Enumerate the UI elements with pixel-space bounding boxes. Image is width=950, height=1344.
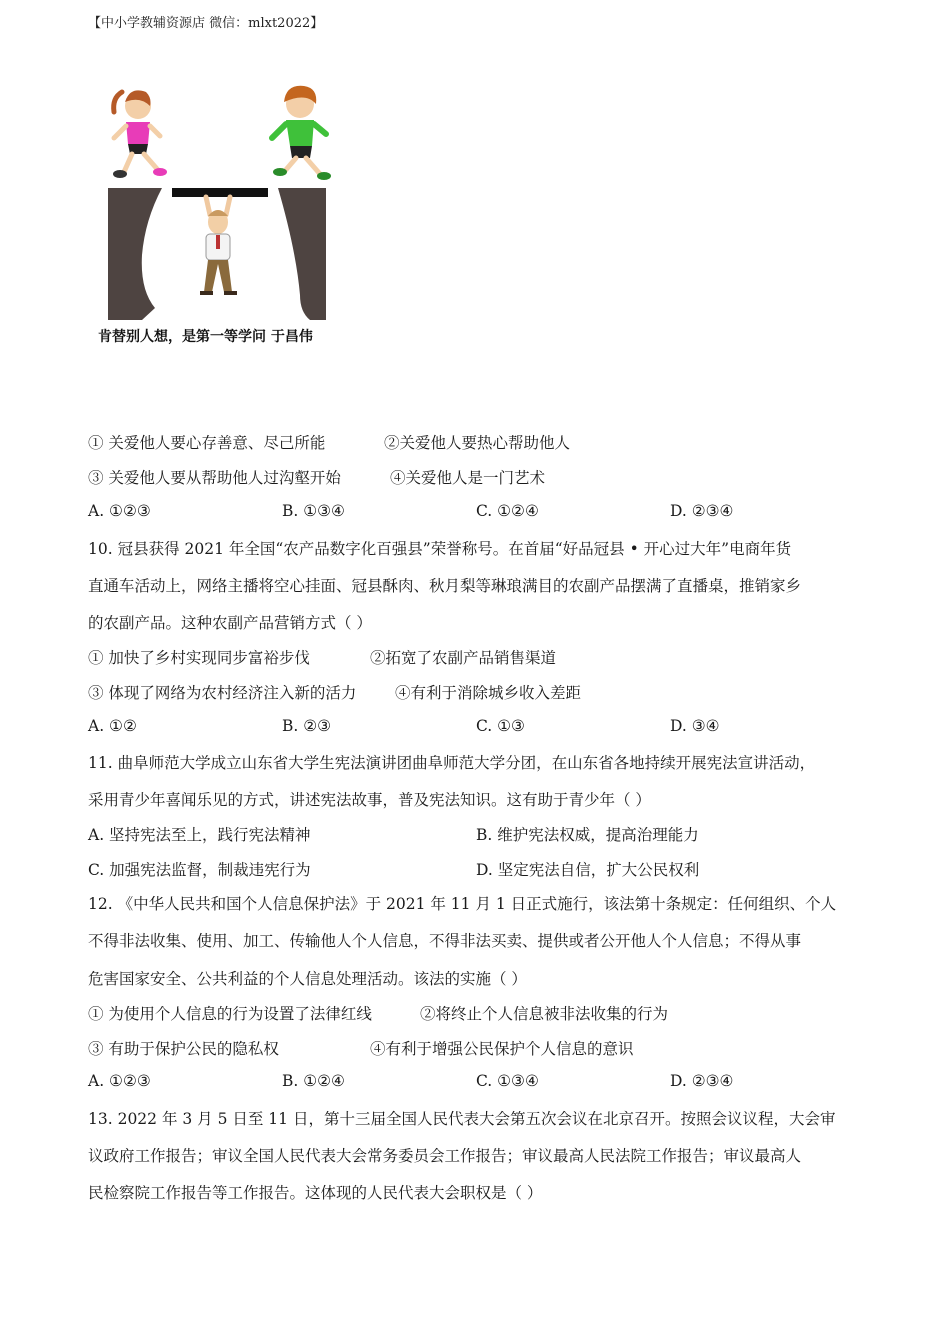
q12-statement-1: ① 为使用个人信息的行为设置了法律红线 <box>88 1005 372 1023</box>
q12-option-b[interactable]: B. ①②④ <box>282 1072 345 1090</box>
q10-statement-4: ④有利于消除城乡收入差距 <box>395 684 582 702</box>
right-cliff <box>278 188 326 320</box>
q9-option-c[interactable]: C. ①②④ <box>476 502 539 520</box>
girl-runner <box>113 90 167 178</box>
q12-option-d[interactable]: D. ②③④ <box>670 1072 734 1090</box>
q11-stem-line-2: 采用青少年喜闻乐见的方式，讲述宪法故事，普及宪法知识。这有助于青少年（ ） <box>88 791 651 809</box>
cartoon-illustration <box>100 80 340 325</box>
q9-option-d[interactable]: D. ②③④ <box>670 502 734 520</box>
q9-option-a[interactable]: A. ①②③ <box>88 502 151 520</box>
q12-option-a[interactable]: A. ①②③ <box>88 1072 151 1090</box>
boy-runner <box>272 86 331 180</box>
q9-option-b[interactable]: B. ①③④ <box>282 502 345 520</box>
q12-statement-3: ③ 有助于保护公民的隐私权 <box>88 1040 279 1058</box>
q12-stem-line-2: 不得非法收集、使用、加工、传输他人个人信息，不得非法买卖、提供或者公开他人个人信息；不得从事 <box>88 932 802 950</box>
q10-stem-line-2: 直通车活动上，网络主播将空心挂面、冠县酥肉、秋月梨等琳琅满目的农副产品摆满了直播桌，推销家乡 <box>88 577 802 595</box>
q13-stem-line-2: 议政府工作报告；审议全国人民代表大会常务委员会工作报告；审议最高人民法院工作报告；审议最高人 <box>88 1147 802 1165</box>
q10-option-a[interactable]: A. ①② <box>88 717 137 735</box>
q11-option-d[interactable]: D. 坚定宪法自信，扩大公民权利 <box>476 861 700 879</box>
q10-option-b[interactable]: B. ②③ <box>282 717 332 735</box>
cliff-bridge-drawing <box>100 80 340 325</box>
q10-statement-2: ②拓宽了农副产品销售渠道 <box>370 649 557 667</box>
plank <box>172 188 268 197</box>
q12-option-c[interactable]: C. ①③④ <box>476 1072 539 1090</box>
q10-statement-1: ① 加快了乡村实现同步富裕步伐 <box>88 649 310 667</box>
q10-option-d[interactable]: D. ③④ <box>670 717 720 735</box>
q10-statement-3: ③ 体现了网络为农村经济注入新的活力 <box>88 684 357 702</box>
q12-statement-2: ②将终止个人信息被非法收集的行为 <box>420 1005 669 1023</box>
q9-statement-2: ②关爱他人要热心帮助他人 <box>384 434 571 452</box>
q9-statement-3: ③ 关爱他人要从帮助他人过沟壑开始 <box>88 469 341 487</box>
q9-statement-1: ① 关爱他人要心存善意、尽己所能 <box>88 434 326 452</box>
page-header: 【中小学教辅资源店 微信：mlxt2022】 <box>88 16 324 31</box>
q11-option-b[interactable]: B. 维护宪法权威，提高治理能力 <box>476 826 699 844</box>
q12-stem-line-1: 12. 《中华人民共和国个人信息保护法》于 2021 年 11 月 1 日正式施行，该法第十条规定：任何组织、个人 <box>88 895 837 913</box>
q12-statement-4: ④有利于增强公民保护个人信息的意识 <box>370 1040 634 1058</box>
q10-option-c[interactable]: C. ①③ <box>476 717 525 735</box>
q11-stem-line-1: 11. 曲阜师范大学成立山东省大学生宪法演讲团曲阜师范大学分团，在山东省各地持续开展宪法宣讲活动， <box>88 754 816 772</box>
q11-option-c[interactable]: C. 加强宪法监督，制裁违宪行为 <box>88 861 311 879</box>
q10-stem-line-3: 的农副产品。这种农副产品营销方式（ ） <box>88 614 372 632</box>
left-cliff <box>108 188 162 320</box>
q11-option-a[interactable]: A. 坚持宪法至上，践行宪法精神 <box>88 826 311 844</box>
q9-statement-4: ④关爱他人是一门艺术 <box>390 469 546 487</box>
q10-stem-line-1: 10. 冠县获得 2021 年全国“农产品数字化百强县”荣誉称号。在首届“好品冠县 • 开心过大年”电商年货 <box>88 540 792 558</box>
q12-stem-line-3: 危害国家安全、公共利益的个人信息处理活动。该法的实施（ ） <box>88 970 527 988</box>
supporting-man <box>200 197 237 295</box>
q13-stem-line-3: 民检察院工作报告等工作报告。这体现的人民代表大会职权是（ ） <box>88 1184 543 1202</box>
figure-caption: 肯替别人想，是第一等学问 于昌伟 <box>98 329 313 345</box>
q13-stem-line-1: 13. 2022 年 3 月 5 日至 11 日，第十三届全国人民代表大会第五次会议在北京召开。按照会议议程，大会审 <box>88 1110 836 1128</box>
